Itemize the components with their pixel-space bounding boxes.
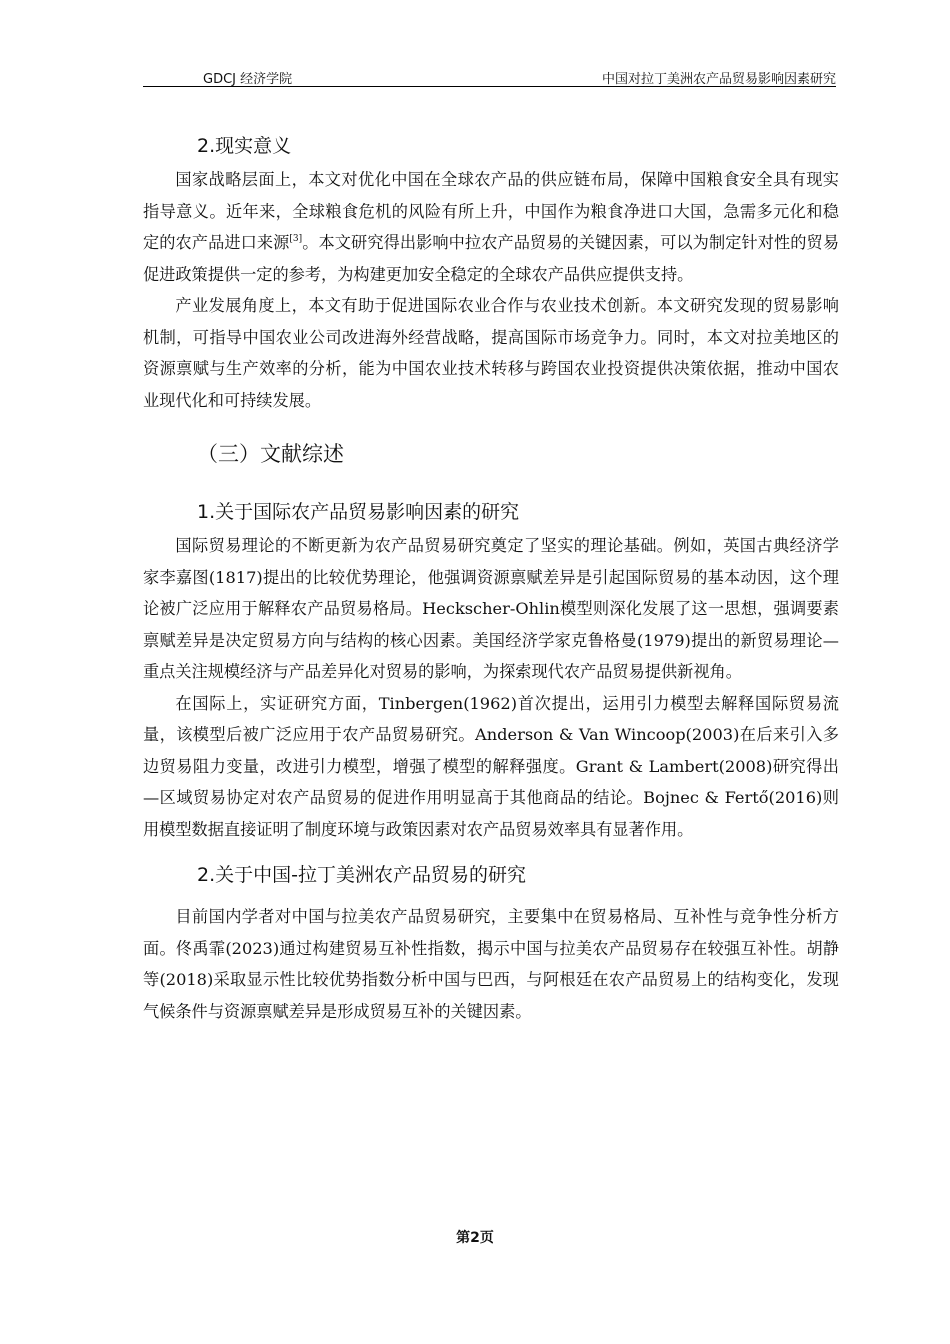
citation-ref: [3] xyxy=(289,234,303,244)
header-document-title: 中国对拉丁美洲农产品贸易影响因素研究 xyxy=(601,72,836,87)
paragraph-text: 。本文研究得出影响中拉农产品贸易的关键因素，可以为制定针对性的贸易促进政策提供一定的参考，为构建更加安全稳定的全球农产品供应提供支持。 xyxy=(143,233,840,284)
paragraph: 国际贸易理论的不断更新为农产品贸易研究奠定了坚实的理论基础。例如，英国古典经济学家李嘉图(1817)提出的比较优势理论，他强调资源禀赋差异是引起国际贸易的基本动因，这个理论被广泛应用于解释农产品贸易格局。Heckscher-Ohlin模型则深化发展了这一思想，强调要素禀赋差异是决定贸易方向与结构的核心因素。美国经济学家克鲁格曼(1979)提出的新贸易理论—重点关注规模经济与产品差异化对贸易的影响，为探索现代农产品贸易提供新视角。 xyxy=(143,536,839,681)
paragraph: 目前国内学者对中国与拉美农产品贸易研究，主要集中在贸易格局、互补性与竞争性分析方面。佟禹霏(2023)通过构建贸易互补性指数，揭示中国与拉美农产品贸易存在较强互补性。胡静等(2018)采取显示性比较优势指数分析中国与巴西，与阿根廷在农产品贸易上的结构变化，发现气候条件与资源禀赋差异是形成贸易互补的关键因素。 xyxy=(143,907,839,1021)
paragraph: 在国际上，实证研究方面，Tinbergen(1962)首次提出，运用引力模型去解释国际贸易流量，该模型后被广泛应用于农产品贸易研究。Anderson & Van Wincoop(2003)在后来引入多边贸易阻力变量，改进引力模型，增强了模型的解释强度。Grant & Lambert(2008)研究得出—区域贸易协定对农产品贸易的促进作用明显高于其他商品的结论。Bojnec & Fertő(2016)则用模型数据直接证明了制度环境与政策因素对农产品贸易效率具有显著作用。 xyxy=(143,693,839,839)
page-number: 第2页 xyxy=(456,1230,494,1246)
paragraph-text: 国家战略层面上，本文对优化中国在全球农产品的供应链布局，保障中国粮食安全具有现实指导意义。近年来，全球粮食危机的风险有所上升，中国作为粮食净进口大国，急需多元化和稳定的农产品进口来源 xyxy=(143,170,839,252)
practical-significance-heading: 2.现实意义 xyxy=(197,135,292,157)
subsection-heading: 1.关于国际农产品贸易影响因素的研究 xyxy=(197,501,520,523)
paragraph: 产业发展角度上，本文有助于促进国际农业合作与农业技术创新。本文研究发现的贸易影响机制，可指导中国农业公司改进海外经营战略，提高国际市场竞争力。同时，本文对拉美地区的资源禀赋与生产效率的分析，能为中国农业技术转移与跨国农业投资提供决策依据，推动中国农业现代化和可持续发展。 xyxy=(143,296,839,410)
header-institution: GDCJ 经济学院 xyxy=(203,72,293,87)
page-header xyxy=(143,66,836,87)
literature-review-heading: （三）文献综述 xyxy=(197,442,344,466)
subsection-heading: 2.关于中国-拉丁美洲农产品贸易的研究 xyxy=(197,864,526,886)
page-body xyxy=(143,128,839,1027)
paragraph xyxy=(143,164,839,290)
